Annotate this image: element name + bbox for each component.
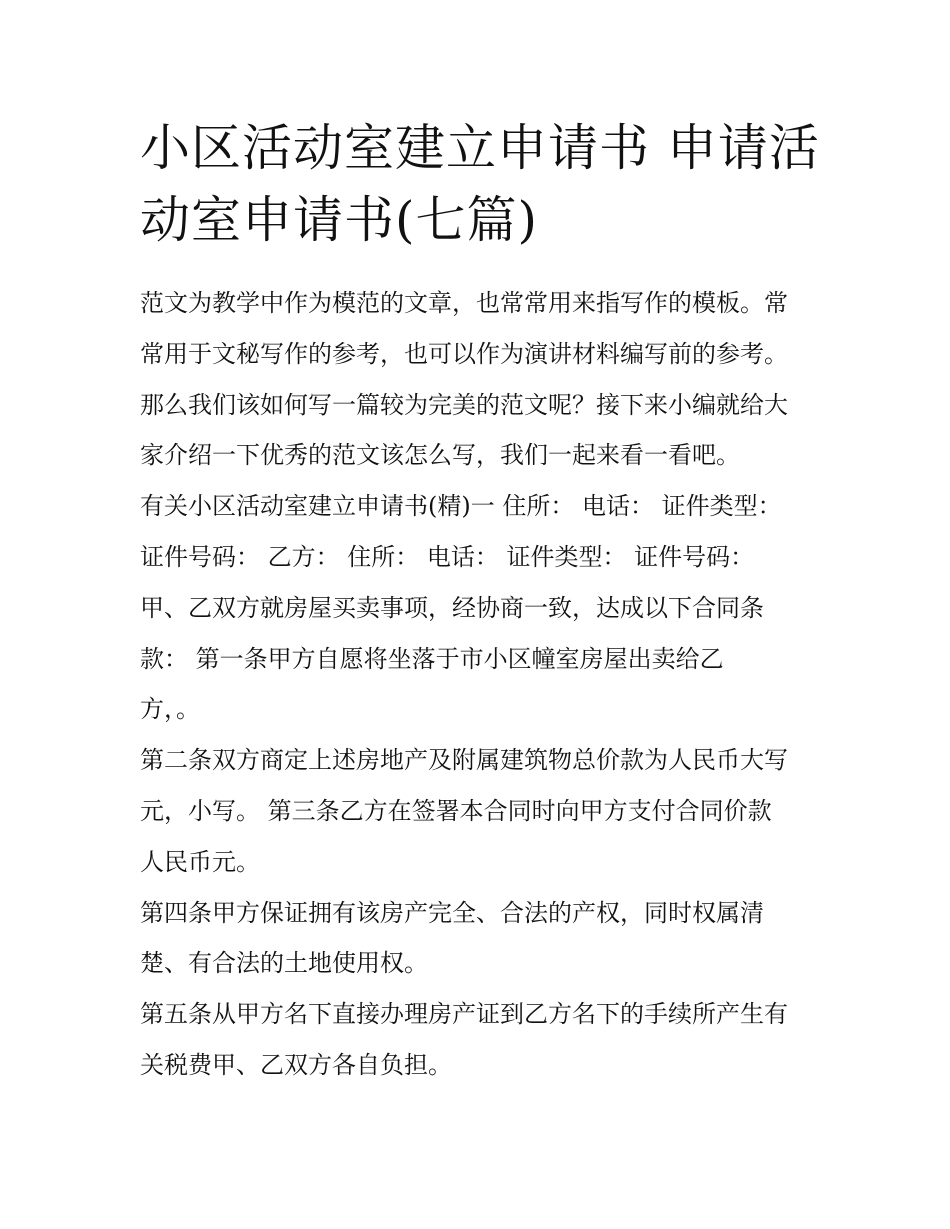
document-body <box>140 278 830 1091</box>
title-line: 动室申请书(七篇) <box>140 191 539 249</box>
body-line: 范文为教学中作为模范的文章，也常常用来指写作的模板。常 <box>140 289 788 317</box>
body-line: 款： 第一条甲方自愿将坐落于市小区幢室房屋出卖给乙 <box>140 644 724 673</box>
body-line: 甲、乙双方就房屋买卖事项，经协商一致，达成以下合同条 <box>140 593 764 622</box>
body-line: 第五条从甲方名下直接办理房产证到乙方名下的手续所产生有 <box>140 1000 788 1029</box>
body-line: 人民币元。 <box>140 847 260 876</box>
body-line: 第二条双方商定上述房地产及附属建筑物总价款为人民币大写 <box>140 746 788 775</box>
body-line: 方，。 <box>140 695 200 724</box>
body-line: 元，小写。 第三条乙方在签署本合同时向甲方支付合同价款 <box>140 796 772 825</box>
body-line: 证件号码： 乙方： 住所： 电话： 证件类型： 证件号码： <box>140 542 755 571</box>
title-line: 小区活动室建立申请书 申请活 <box>140 119 820 177</box>
body-line: 常用于文秘写作的参考，也可以作为演讲材料编写前的参考。 <box>140 339 788 368</box>
body-line: 那么我们该如何写一篇较为完美的范文呢？接下来小编就给大 <box>140 390 788 419</box>
body-line: 有关小区活动室建立申请书(精)一 住所： 电话： 证件类型： <box>140 492 782 521</box>
document-title <box>140 112 820 256</box>
body-line: 楚、有合法的土地使用权。 <box>140 949 428 978</box>
body-line: 关税费甲、乙双方各自负担。 <box>140 1050 452 1079</box>
body-line: 第四条甲方保证拥有该房产完全、合法的产权，同时权属清 <box>140 898 764 927</box>
body-line: 家介绍一下优秀的范文该怎么写，我们一起来看一看吧。 <box>140 441 740 470</box>
